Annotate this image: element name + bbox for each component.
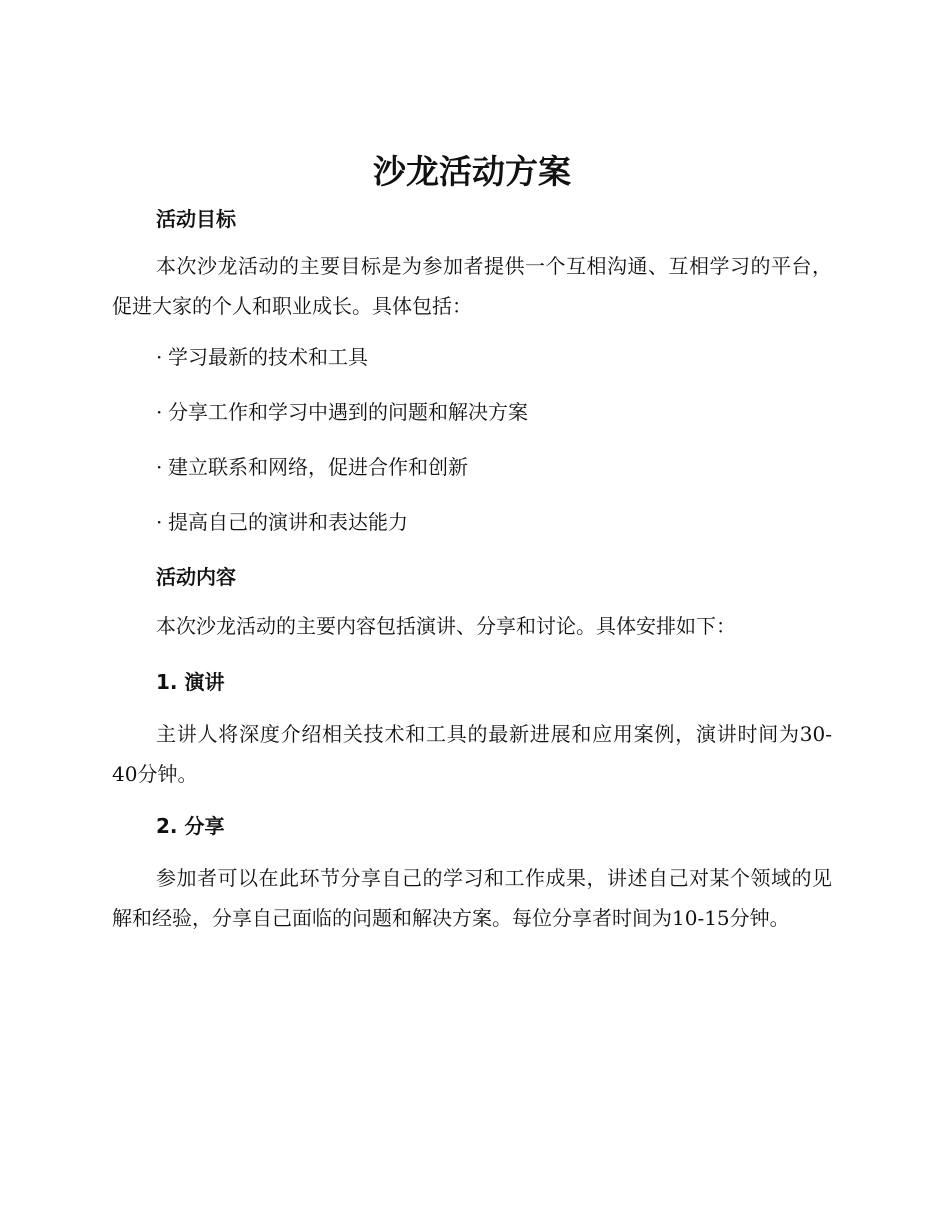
section-paragraph-content: 本次沙龙活动的主要内容包括演讲、分享和讨论。具体安排如下： (156, 614, 736, 638)
section-heading-content: 活动内容 (156, 565, 236, 589)
bullet-item (112, 507, 832, 537)
section-heading-speech: 1. 演讲 (156, 670, 225, 694)
section-heading-sharing: 2. 分享 (156, 814, 225, 838)
bullet-item (112, 397, 832, 427)
document-body (112, 148, 832, 938)
section-paragraph-sharing: 参加者可以在此环节分享自己的学习和工作成果，讲述自己对某个领域的见解和经验，分享自己面临的问题和解决方案。每位分享者时间为10-15分钟。 (112, 866, 832, 930)
bullet-text: 提高自己的演讲和表达能力 (168, 510, 408, 534)
bullet-marker: · (156, 510, 163, 534)
bullet-marker: · (156, 345, 163, 369)
bullet-item (112, 342, 832, 372)
section-heading-goals: 活动目标 (156, 207, 236, 231)
bullet-marker: · (156, 455, 163, 479)
bullet-text: 建立联系和网络，促进合作和创新 (168, 455, 468, 479)
section-paragraph-goals: 本次沙龙活动的主要目标是为参加者提供一个互相沟通、互相学习的平台，促进大家的个人和职业成长。具体包括： (112, 254, 832, 318)
bullet-marker: · (156, 400, 163, 424)
bullet-item (112, 452, 832, 482)
document-title: 沙龙活动方案 (373, 152, 571, 191)
section-paragraph-speech: 主讲人将深度介绍相关技术和工具的最新进展和应用案例，演讲时间为30-40分钟。 (112, 722, 832, 786)
bullet-text: 学习最新的技术和工具 (168, 345, 368, 369)
bullet-text: 分享工作和学习中遇到的问题和解决方案 (168, 400, 528, 424)
